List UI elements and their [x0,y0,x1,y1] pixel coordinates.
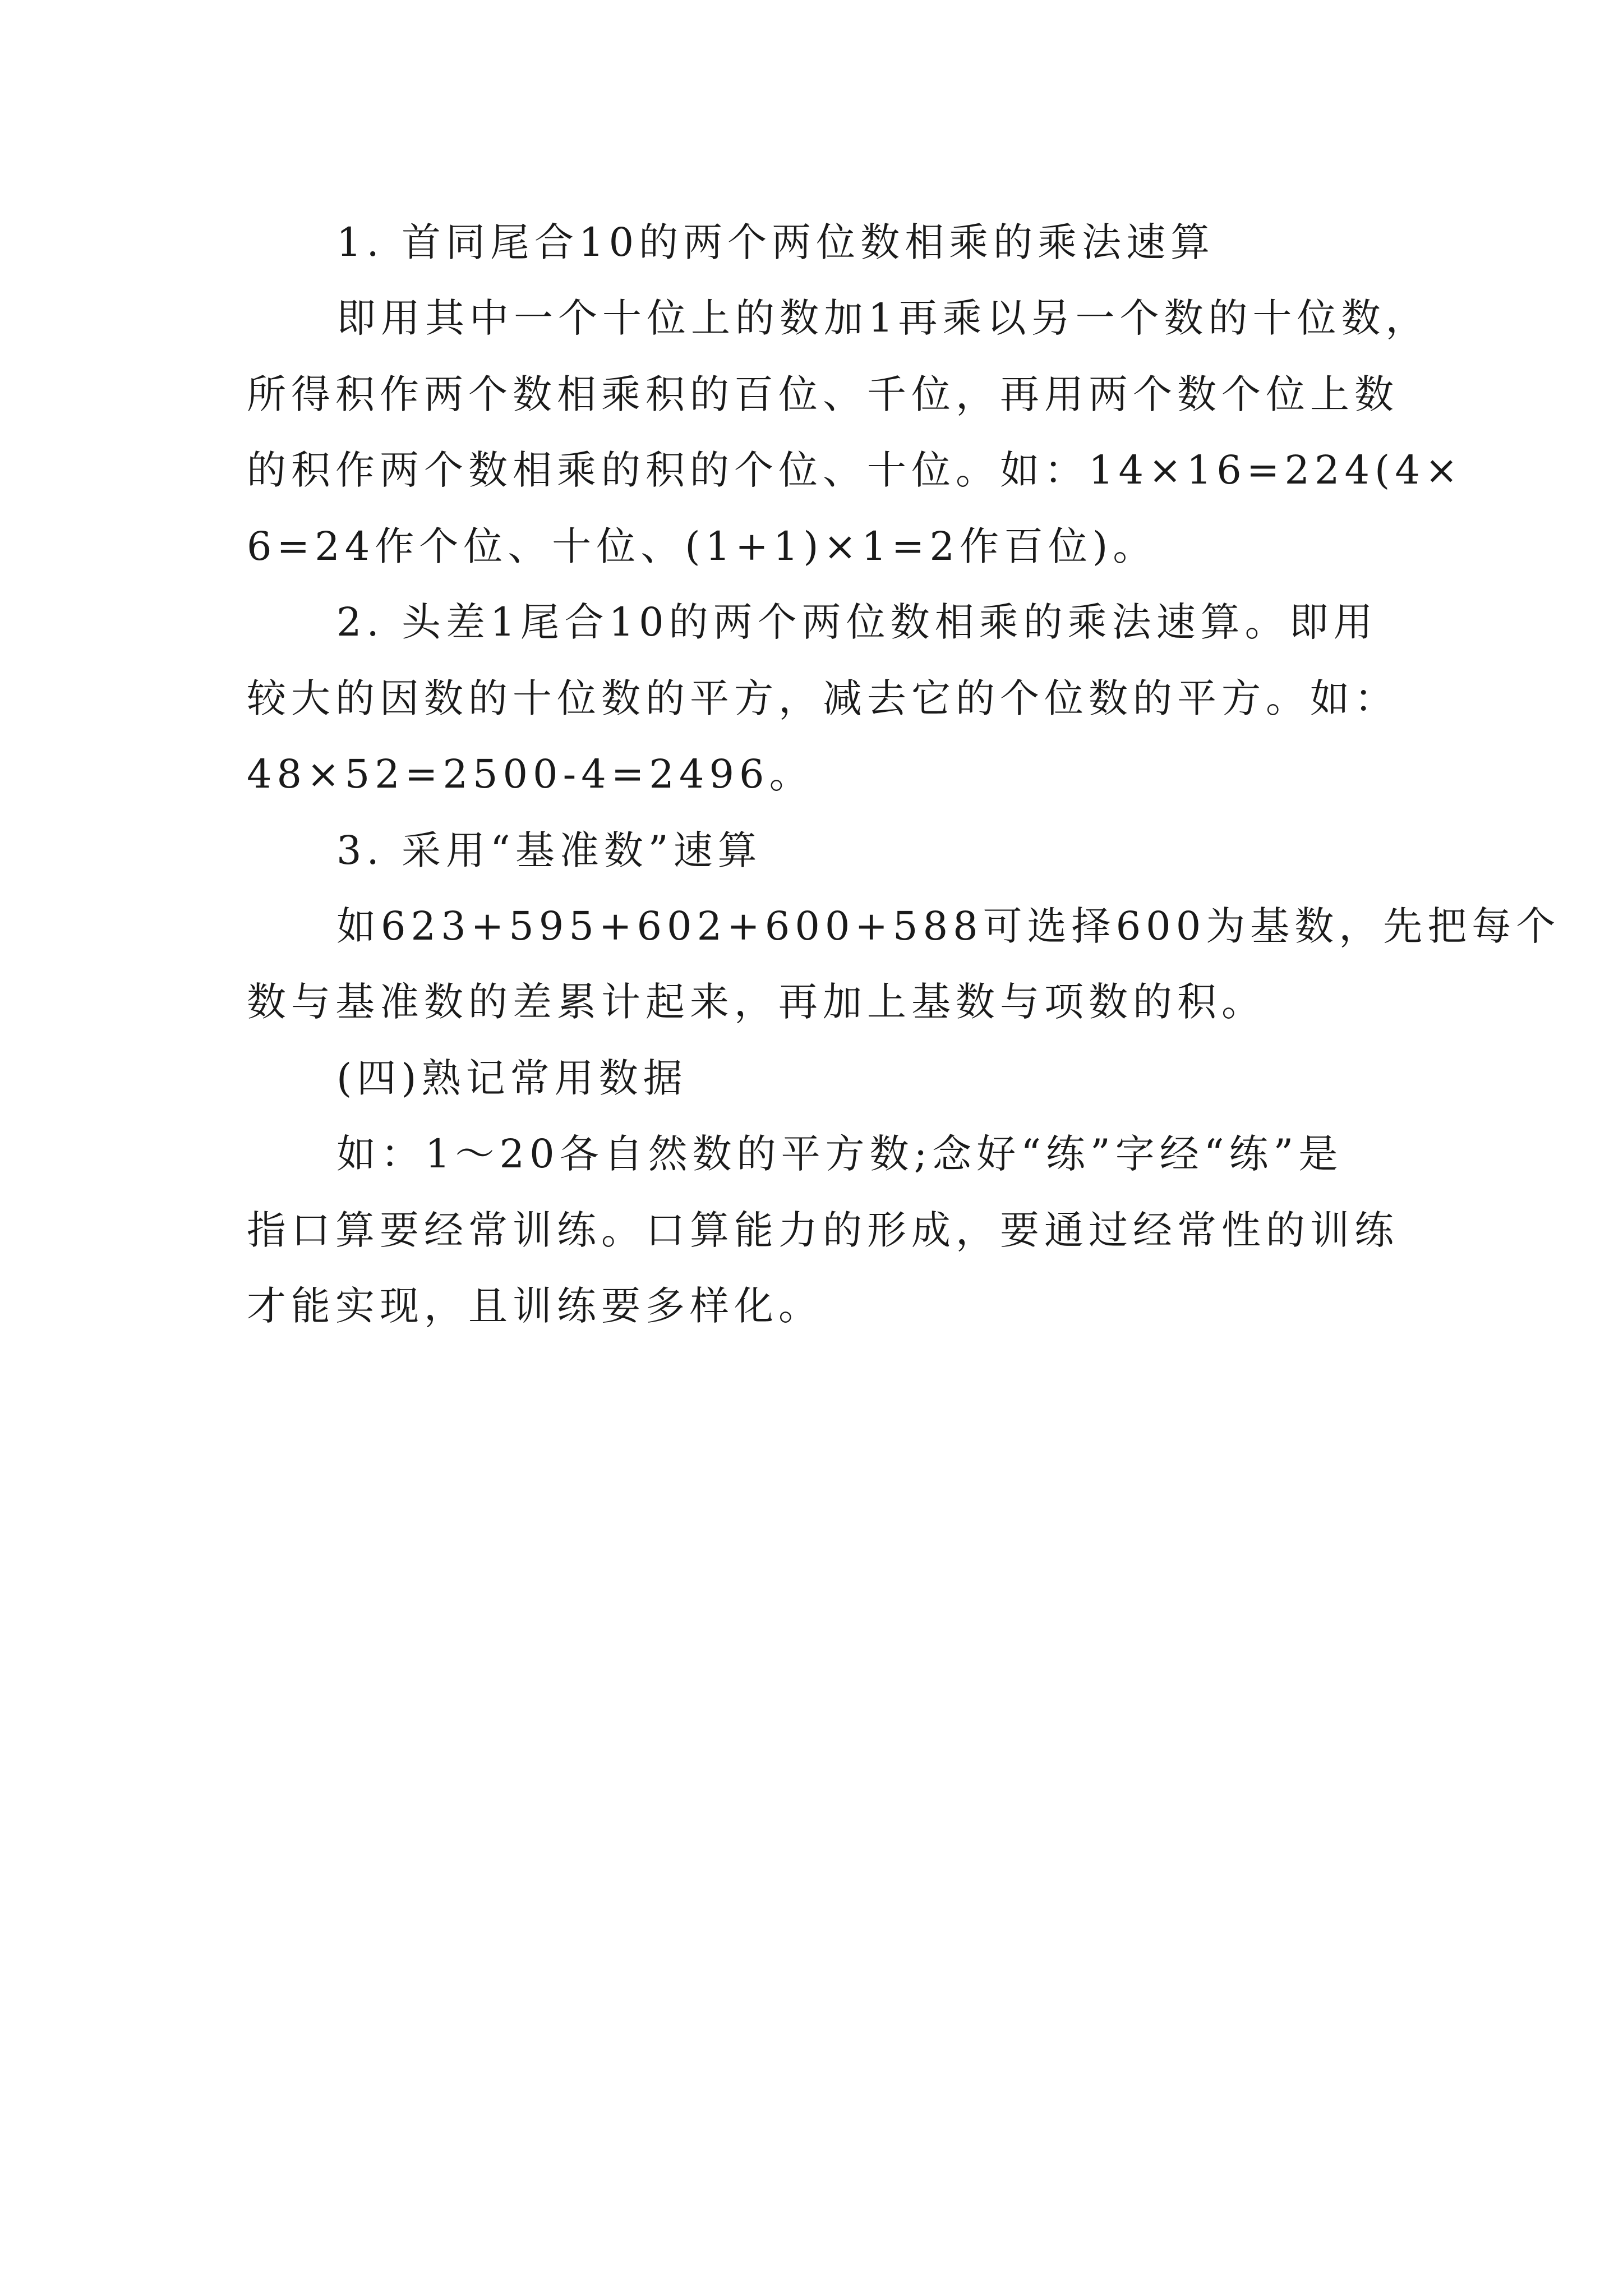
paragraph-line: 如：1～20各自然数的平方数;念好“练”字经“练”是 [336,1131,1343,1177]
heading-3: 3. 采用“基准数”速算 [336,827,762,873]
paragraph-line: 48×52=2500-4=2496。 [247,751,814,797]
paragraph-line: 数与基准数的差累计起来，再加上基数与项数的积。 [247,979,1266,1025]
paragraph-line: 如623+595+602+600+588可选择600为基数，先把每个 [336,903,1561,949]
heading-4: (四)熟记常用数据 [336,1055,688,1101]
paragraph-line: 才能实现，且训练要多样化。 [247,1283,823,1329]
paragraph-line: 所得积作两个数相乘积的百位、千位，再用两个数个位上数 [247,371,1399,417]
paragraph-line: 6=24作个位、十位、(1+1)×1=2作百位)。 [247,523,1158,569]
heading-1: 1. 首同尾合10的两个两位数相乘的乘法速算 [336,219,1215,265]
heading-2: 2. 头差1尾合10的两个两位数相乘的乘法速算。即用 [336,599,1378,645]
paragraph-line: 较大的因数的十位数的平方，减去它的个位数的平方。如： [247,675,1399,721]
paragraph-line: 的积作两个数相乘的积的个位、十位。如：14×16=224(4× [247,447,1463,493]
paragraph-line: 即用其中一个十位上的数加1再乘以另一个数的十位数， [336,295,1430,341]
paragraph-line: 指口算要经常训练。口算能力的形成，要通过经常性的训练 [247,1207,1399,1253]
